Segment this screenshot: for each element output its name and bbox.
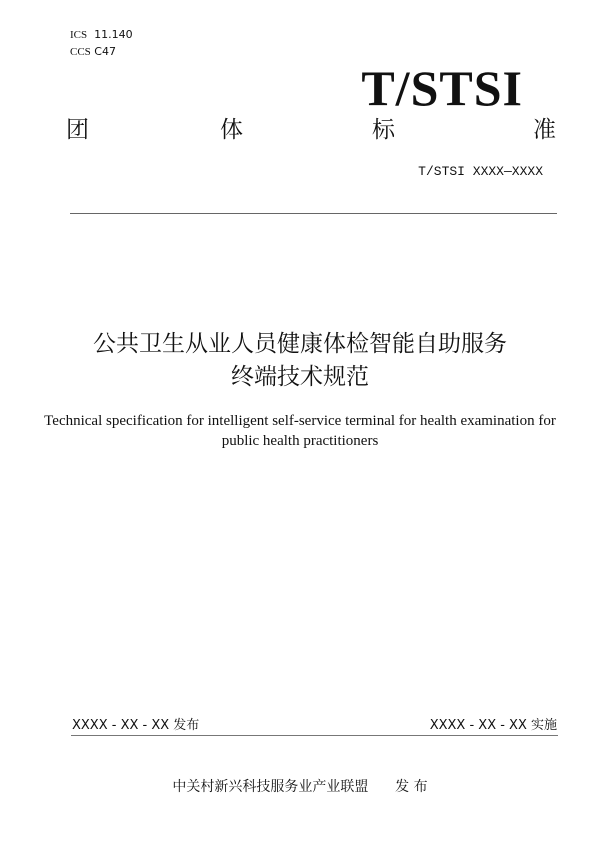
standard-code: T/STSI XXXX—XXXX — [418, 164, 543, 179]
publisher-name: 中关村新兴科技服务业产业联盟 — [172, 779, 369, 795]
brand-logo: T/STSI — [361, 60, 523, 116]
ccs-value: C47 — [94, 45, 116, 58]
title-en — [0, 411, 600, 451]
title-cn — [0, 328, 600, 394]
top-divider — [70, 213, 557, 214]
publisher — [0, 776, 600, 796]
publish-date: XXXX - XX - XX 发布 — [72, 718, 200, 733]
publisher-action: 发 布 — [395, 779, 428, 795]
standard-type-char: 体 — [220, 117, 243, 143]
title-en-line2: public health practitioners — [221, 433, 379, 449]
standard-type-char: 准 — [533, 117, 556, 143]
bottom-divider — [71, 735, 558, 736]
title-cn-line2: 终端技术规范 — [231, 364, 369, 390]
title-en-line1: Technical specification for intelligent self-service terminal for health examination for — [44, 413, 556, 429]
ics-value: 11.140 — [94, 28, 133, 41]
title-cn-line1: 公共卫生从业人员健康体检智能自助服务 — [93, 331, 507, 357]
ccs-label: CCS — [70, 46, 91, 58]
ics-line — [70, 28, 133, 41]
standard-type-char: 团 — [66, 117, 89, 143]
ccs-line — [70, 45, 116, 58]
implement-date: XXXX - XX - XX 实施 — [429, 718, 557, 733]
ics-label: ICS — [70, 29, 88, 41]
standard-type-char: 标 — [372, 117, 395, 143]
